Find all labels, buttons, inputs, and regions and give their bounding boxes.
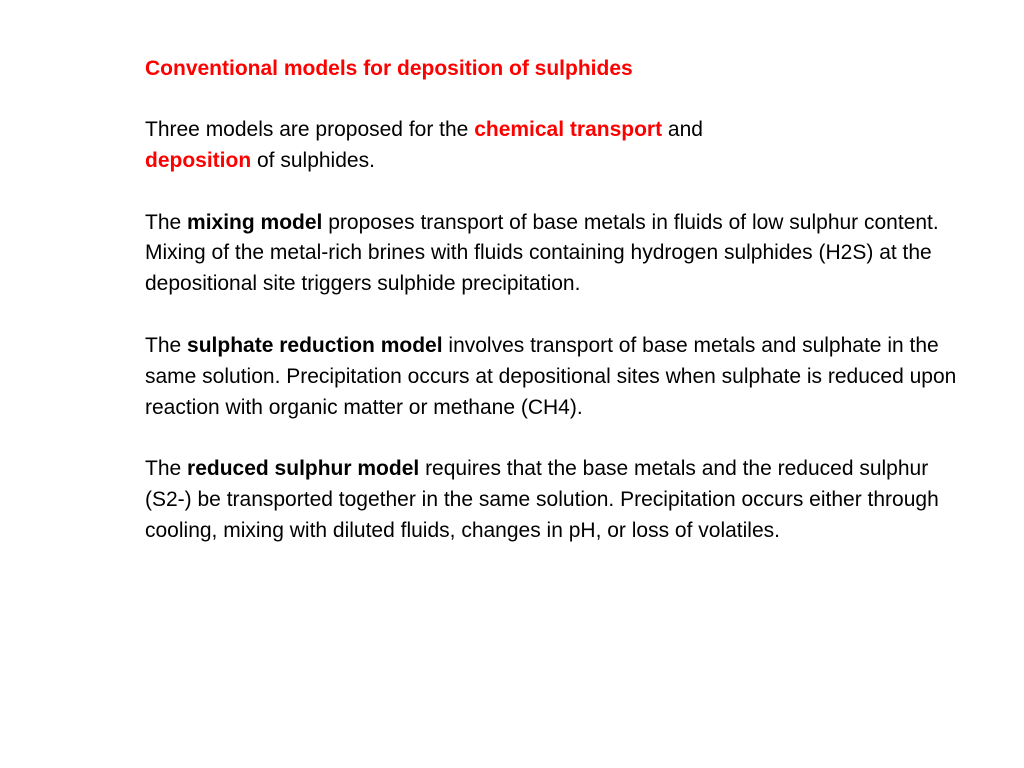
mixing-model-term: mixing model bbox=[187, 210, 323, 234]
sulphate-prefix: The bbox=[145, 333, 188, 357]
slide-content bbox=[145, 53, 965, 578]
reduced-sulphur-text: requires that the base metals and the reduced sulphur (S2-) be transported together in the same solution. Precipitation occurs either through cooling, mixing with diluted fluids, changes in pH, or loss of volatiles. bbox=[145, 457, 939, 542]
mixing-model-paragraph bbox=[145, 208, 965, 300]
sulphate-reduction-text: involves transport of base metals and sulphate in the same solution. Precipitation occurs at depositional sites when sulphate is reduced upon reaction with organic matter or methane (CH4). bbox=[145, 333, 957, 419]
sulphate-reduction-paragraph bbox=[145, 331, 965, 423]
sulphate-reduction-term: sulphate reduction model bbox=[187, 333, 443, 357]
slide-title: Conventional models for deposition of sulphides bbox=[145, 57, 633, 80]
reduced-prefix: The bbox=[145, 457, 188, 481]
reduced-sulphur-paragraph bbox=[145, 454, 965, 546]
mixing-model-text: proposes transport of base metals in fluids of low sulphur content. Mixing of the metal-rich brines with fluids containing hydrogen sulphides (H2S) at the depositional site triggers sulphide precipitation. bbox=[145, 210, 939, 296]
keyword-chemical-transport: chemical transport bbox=[474, 118, 663, 141]
mixing-prefix: The bbox=[145, 210, 188, 234]
intro-text-1: Three models are proposed for the bbox=[145, 118, 475, 141]
intro-text-2: and bbox=[662, 118, 703, 141]
intro-paragraph bbox=[145, 115, 965, 177]
keyword-deposition: deposition bbox=[145, 148, 252, 172]
intro-text-3: of sulphides. bbox=[251, 148, 375, 172]
reduced-sulphur-term: reduced sulphur model bbox=[187, 457, 420, 481]
